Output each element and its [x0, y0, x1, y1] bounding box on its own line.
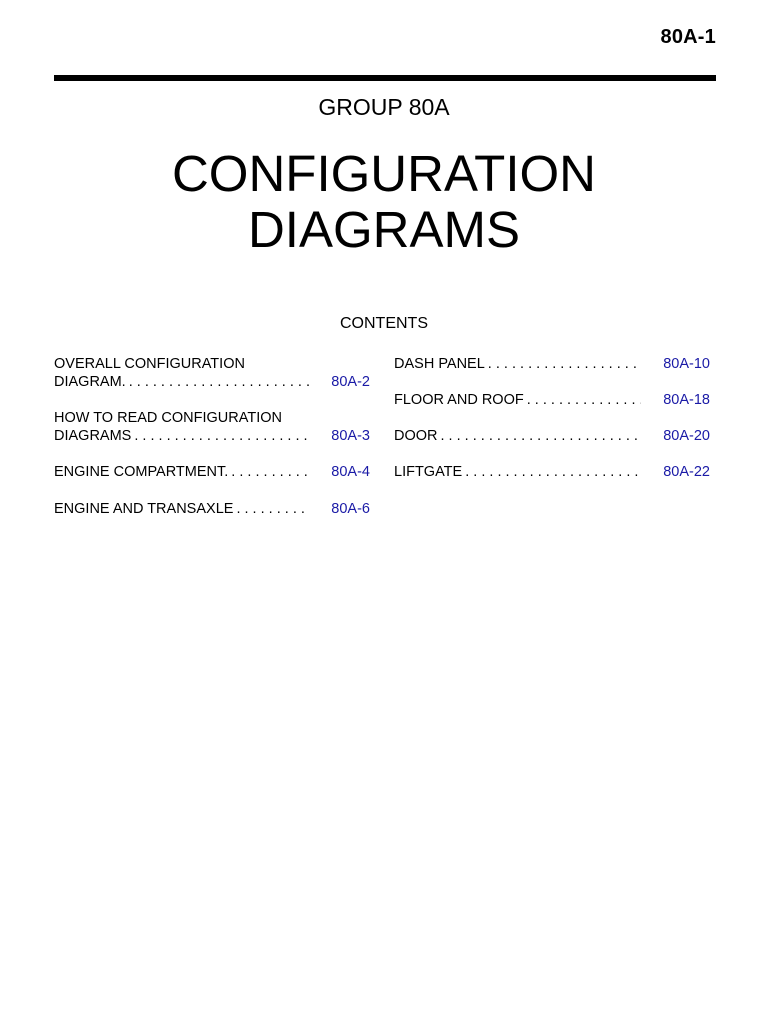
- toc-entry-leader-line: [394, 464, 710, 482]
- title-line-1: CONFIGURATION: [171, 145, 597, 202]
- header-rule: [54, 75, 716, 81]
- group-label: GROUP 80A: [318, 94, 450, 120]
- toc-entry-leader-line: [394, 392, 710, 410]
- toc-entry-dash-panel[interactable]: [394, 356, 710, 374]
- toc-entry-floor-and-roof[interactable]: [394, 392, 710, 410]
- toc-entry-title: FLOOR AND ROOF: [394, 392, 524, 408]
- toc-entry-title: DOOR: [394, 428, 438, 444]
- toc-dot-leader: [488, 356, 641, 374]
- page-number: 80A-1: [660, 26, 716, 48]
- toc-entry-liftgate[interactable]: [394, 464, 710, 482]
- toc-entry-leader-line: [54, 428, 370, 446]
- toc-dot-leader: [129, 374, 310, 392]
- toc-entry-title: DASH PANEL: [394, 356, 485, 372]
- toc-dot-leader: [441, 428, 642, 446]
- toc-page-link[interactable]: 80A-6: [331, 500, 370, 517]
- toc-left-column: [54, 356, 370, 537]
- toc-entry-leader-line: [54, 501, 370, 519]
- title-line-2: DIAGRAMS: [247, 201, 521, 258]
- toc-entry-title: OVERALL CONFIGURATION: [54, 356, 245, 372]
- toc-entry-how-to-read-configuration-diagrams[interactable]: [54, 410, 370, 445]
- toc-page-link[interactable]: 80A-18: [663, 392, 710, 408]
- toc-entry-title: HOW TO READ CONFIGURATION: [54, 410, 282, 426]
- toc-page-link[interactable]: 80A-10: [663, 356, 710, 372]
- toc-page-link[interactable]: 80A-2: [331, 373, 370, 390]
- toc-dot-leader: [527, 392, 642, 410]
- contents-heading: CONTENTS: [340, 315, 428, 332]
- toc-dot-leader: [236, 501, 309, 519]
- toc-entry-title: ENGINE COMPARTMENT.: [54, 464, 229, 480]
- toc-entry-title: DIAGRAMS: [54, 427, 132, 444]
- toc-entry-title: DIAGRAM.: [54, 373, 126, 390]
- toc-page-link[interactable]: 80A-4: [331, 464, 370, 480]
- toc-entry-engine-and-transaxle[interactable]: [54, 501, 370, 519]
- toc-page-link[interactable]: 80A-20: [663, 428, 710, 444]
- toc-entry-leader-line: [394, 428, 710, 446]
- toc-dot-leader: [465, 464, 641, 482]
- toc-dot-leader: [231, 464, 309, 482]
- toc-page-link[interactable]: 80A-22: [663, 464, 710, 480]
- toc-entry-leader-line: [54, 374, 370, 392]
- toc-entry-leader-line: [54, 464, 370, 482]
- toc-right-column: [394, 356, 710, 500]
- toc-entry-overall-configuration-diagram[interactable]: [54, 356, 370, 391]
- toc-dot-leader: [134, 428, 309, 446]
- toc-entry-title-line: [54, 410, 370, 428]
- toc-entry-door[interactable]: [394, 428, 710, 446]
- toc-entry-title-line: [54, 356, 370, 374]
- toc-page-link[interactable]: 80A-3: [331, 427, 370, 444]
- toc-entry-leader-line: [394, 356, 710, 374]
- document-title: [0, 146, 768, 258]
- toc-entry-engine-compartment[interactable]: [54, 464, 370, 482]
- toc-entry-title: LIFTGATE: [394, 464, 463, 480]
- toc-entry-title: ENGINE AND TRANSAXLE: [54, 500, 234, 517]
